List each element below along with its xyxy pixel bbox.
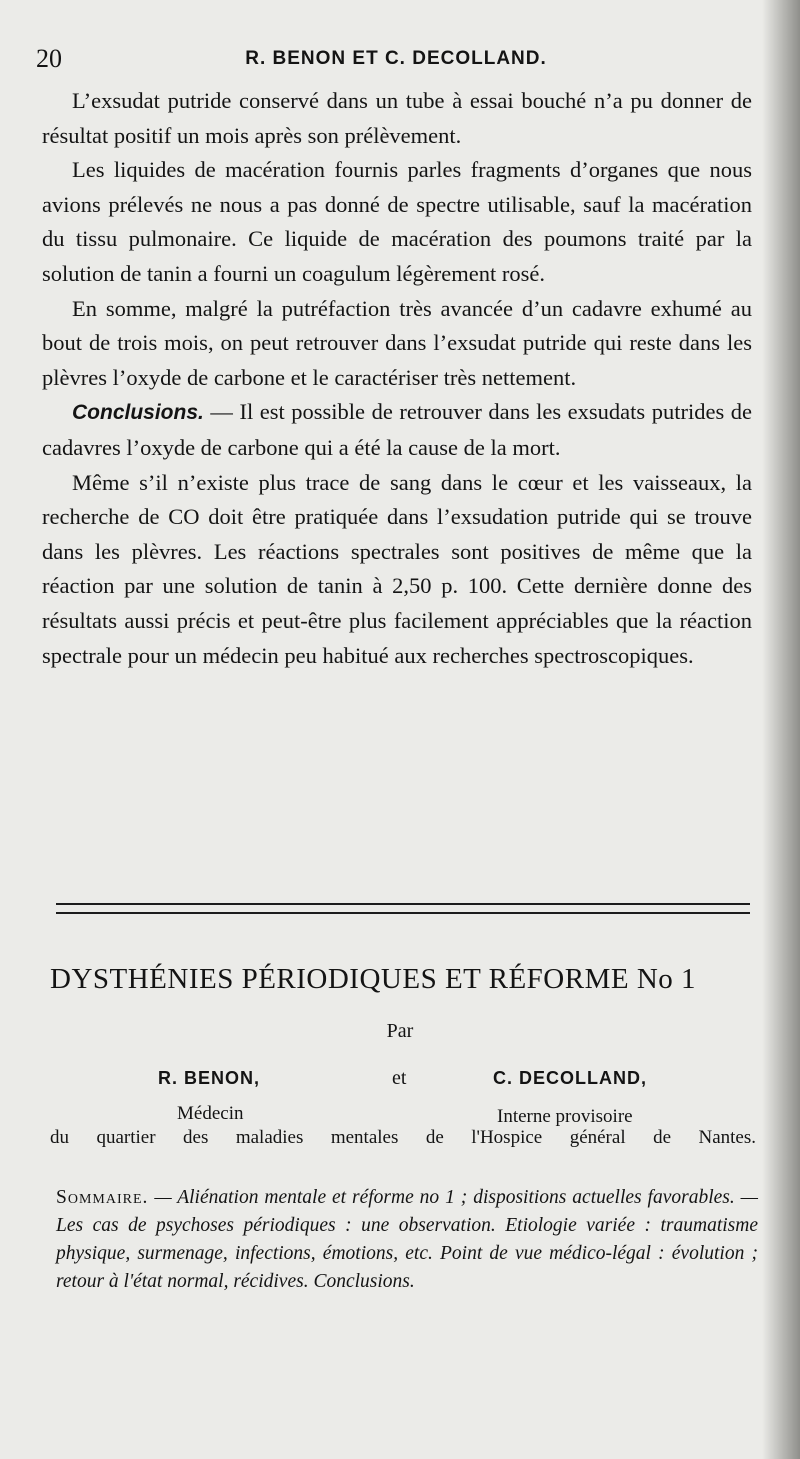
page-header [36, 44, 756, 78]
running-head: R. BENON ET C. DECOLLAND. [245, 48, 547, 69]
author-role-1: Médecin [177, 1103, 244, 1124]
author-decolland: C. DECOLLAND, [493, 1068, 647, 1088]
paragraph-1: L’exsudat putride conservé dans un tube à essai bouché n’a pu donner de résultat positif un mois après son prélèvement. [42, 88, 752, 148]
byline-conjunction: et [392, 1067, 407, 1089]
page-number: 20 [36, 44, 62, 73]
author-affiliation: du quartier des maladies mentales de l'Hospice général de Nantes. [50, 1127, 756, 1148]
section-divider [56, 903, 750, 914]
article-summary [56, 1184, 758, 1296]
author-benon: R. BENON, [158, 1068, 261, 1088]
summary-text: — Aliénation mentale et réforme no 1 ; dispositions actuelles favorables. — Les cas de psychoses périodiques : une observation. Etiologie variée : traumatisme physique, surmenage, infections, émotions, etc. Point de vue médico-légal : évolution ; retour à l'état normal, récidives. Conclusions. [56, 1187, 758, 1292]
conclusions-label: Conclusions. [72, 401, 204, 425]
byline-par: Par [386, 1020, 414, 1042]
author-role-2: Interne provisoire [497, 1106, 633, 1127]
paragraph-3: En somme, malgré la putréfaction très avancée d’un cadavre exhumé au bout de trois mois, on peut retrouver dans l’exsudat putride qui reste dans les plèvres l’oxyde de carbone et le caractériser très nettement. [42, 295, 752, 390]
page-edge-shadow [762, 0, 800, 1459]
body-text [42, 84, 752, 673]
paragraph-2: Les liquides de macération fournis parles fragments d’organes que nous avions prélevés ne nous a pas donné de spectre utilisable, sauf la macération du tissu pulmonaire. Ce liquide de macération des poumons traité par la solution de tanin a fourni un coagulum légèrement rosé. [42, 157, 752, 286]
paragraph-5: Même s’il n’existe plus trace de sang dans le cœur et les vaisseaux, la recherche de CO doit être pratiquée dans l’exsudation putride qui se trouve dans les plèvres. Les réactions spectrales sont positives de même que la réaction par une solution de tanin à 2,50 p. 100. Cette dernière donne des résultats aussi précis et peut-être plus facilement appréciables que la réaction spectrale pour un médecin peu habitué aux recherches spectroscopiques. [42, 469, 752, 668]
paragraph-conclusions [42, 395, 752, 465]
article-title: DYSTHÉNIES PÉRIODIQUES ET RÉFORME No 1 [50, 963, 697, 995]
conclusions-text: — Il est possible de retrouver dans les exsudats putrides de cadavres l’oxyde de carbone qui a été la cause de la mort. [42, 399, 752, 460]
summary-label: Sommaire. [56, 1187, 149, 1208]
